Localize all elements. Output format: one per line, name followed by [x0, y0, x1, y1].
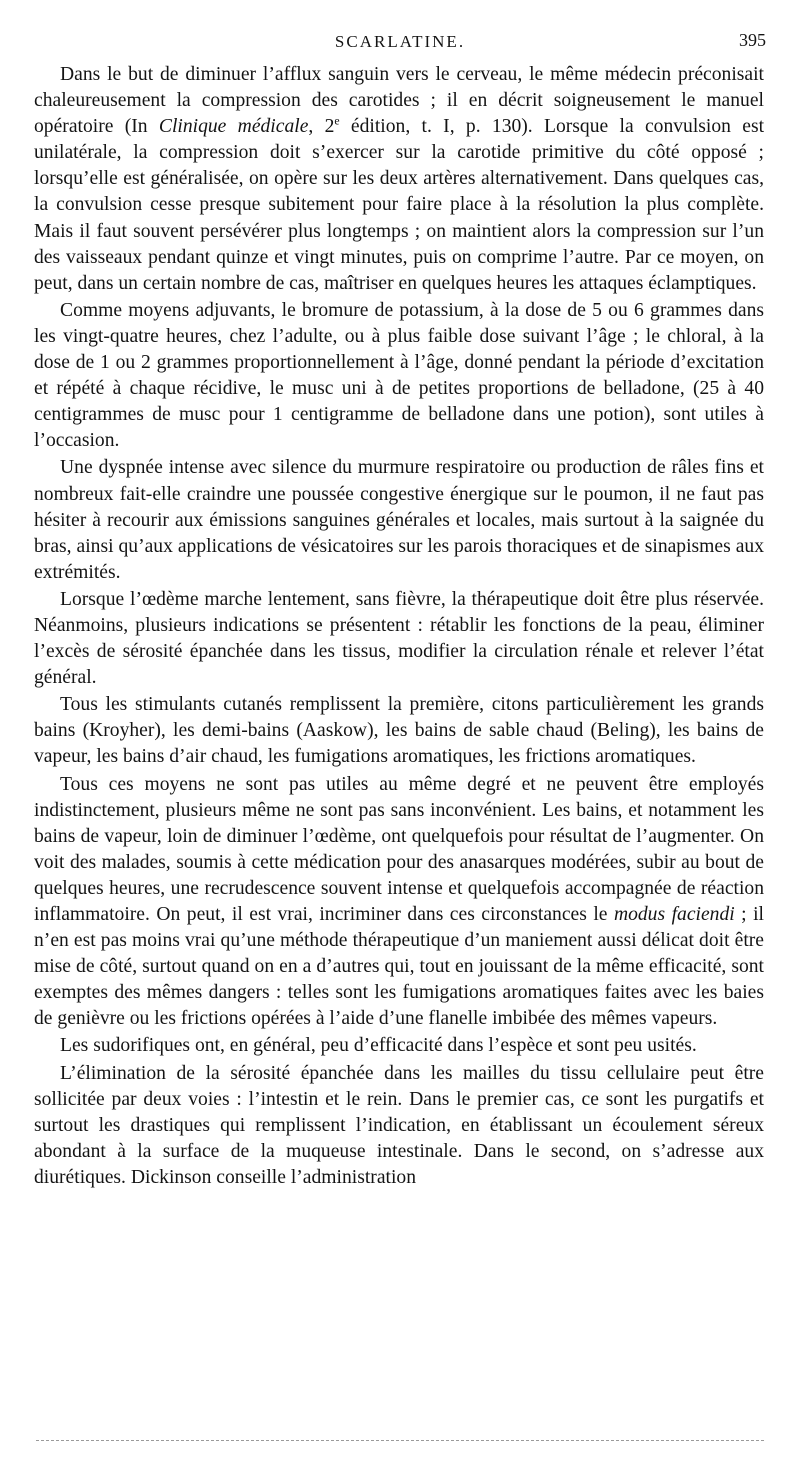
paragraph-8: L’élimination de la sérosité épanchée dans les mailles du tissu cellulaire peut être sollicitée par deux voies : l’intestin et le rein. Dans le premier cas, ce sont les purgatifs et surtout les drastiques qui remplissent l’indication, en établissant un écoulement séreux abondant à la surface de la muqueuse intestinale. Dans le second, on s’adresse aux diurétiques. Dickinson conseille l’administration [34, 1062, 764, 1188]
paragraph-1 [34, 62, 764, 297]
footer-rule [36, 1440, 764, 1441]
paragraph-6-part-b: ; il n’en est pas moins vrai qu’une méthode thérapeutique d’un maniement aussi délicat doit être mise de côté, surtout quand on en a d’autres qui, tout en jouissant de la même efficacité, sont exemptes des mêmes dangers : telles sont les fumigations aromatiques faites avec les baies de genièvre ou les frictions opérées à l’aide d’une flanelle imbibée des mêmes vapeurs. [34, 904, 764, 1030]
paragraph-1-book-title: Clinique médicale [158, 116, 309, 138]
paragraph-7: Les sudorifiques ont, en général, peu d’efficacité dans l’espèce et sont peu usités. [60, 1035, 697, 1057]
paragraph-1-part-b: édition, t. I, p. 130). Lorsque la convulsion est unilatérale, la compression doit s’exercer sur la carotide primitive du côté opposé ; lorsqu’elle est généralisée, on opère sur les deux artères alternativement. Dans quelques cas, la convulsion cesse presque subitement pour faire place à la résolution la plus complète. Mais il faut souvent persévérer plus longtemps ; on maintient alors la compression sur l’un des vaisseaux pendant quinze et vingt minutes, puis on comprime l’autre. Par ce moyen, on peut, dans un certain nombre de cas, maîtriser en quelques heures les attaques éclamptiques. [34, 116, 765, 294]
running-title: SCARLATINE. [334, 32, 466, 51]
page-number: 395 [739, 30, 766, 50]
page-header [34, 26, 766, 60]
paragraph-4: Lorsque l’œdème marche lentement, sans fièvre, la thérapeutique doit être plus réservée. Néanmoins, plusieurs indications se présentent : rétablir les fonctions de la peau, éliminer l’excès de sérosité épanchée dans les tissus, modifier la circulation rénale et relever l’état général. [34, 588, 764, 689]
paragraph-1-comma: , [308, 116, 325, 138]
paragraph-1-part-a: Dans le but de diminuer l’afflux sanguin vers le cerveau, le même médecin préconisait chaleureusement la compression des carotides ; il en décrit soigneusement le manuel opératoire (In [34, 64, 764, 138]
paragraph-6 [34, 772, 764, 1033]
paragraph-3: Une dyspnée intense avec silence du murmure respiratoire ou production de râles fins et nombreux fait-elle craindre une poussée congestive énergique sur le poumon, il ne faut pas hésiter à recourir aux émissions sanguines générales et locales, mais surtout à la saignée du bras, ainsi qu’aux applications de vésicatoires sur les parois thoraciques et de sinapismes aux extrémités. [34, 457, 764, 583]
paragraph-6-latin-term: modus faciendi [613, 904, 735, 925]
edition-number: 2 [324, 116, 335, 138]
edition-superscript: e [334, 114, 340, 128]
paragraph-5: Tous les stimulants cutanés remplissent la première, citons particulièrement les grands bains (Kroyher), les demi-bains (Aaskow), les bains de sable chaud (Beling), les bains de vapeur, les bains d’air chaud, les fumigations aromatiques, les frictions aromatiques. [34, 694, 764, 768]
body-text [34, 62, 764, 1191]
paragraph-6-part-a: Tous ces moyens ne sont pas utiles au même degré et ne peuvent être employés indistinctement, plusieurs même ne sont pas sans inconvénient. Les bains, et notamment les bains de vapeur, loin de diminuer l’œdème, ont quelquefois pour résultat de l’augmenter. On voit des malades, soumis à cette médication pour des anasarques modérées, subir au bout de quelques heures, une recrudescence souvent intense et quelquefois accompagnée de réaction inflammatoire. On peut, il est vrai, incriminer dans ces circonstances le [34, 773, 764, 925]
paragraph-2: Comme moyens adjuvants, le bromure de potassium, à la dose de 5 ou 6 grammes dans les vingt-quatre heures, chez l’adulte, ou à plus faible dose suivant l’âge ; le chloral, à la dose de 1 ou 2 grammes proportionnellement à l’âge, donné pendant la période d’excitation et répété à chaque récidive, le musc uni à de petites proportions de belladone, (25 à 40 centigrammes de musc pour 1 centigramme de belladone dans une potion), sont utiles à l’occasion. [34, 299, 764, 452]
